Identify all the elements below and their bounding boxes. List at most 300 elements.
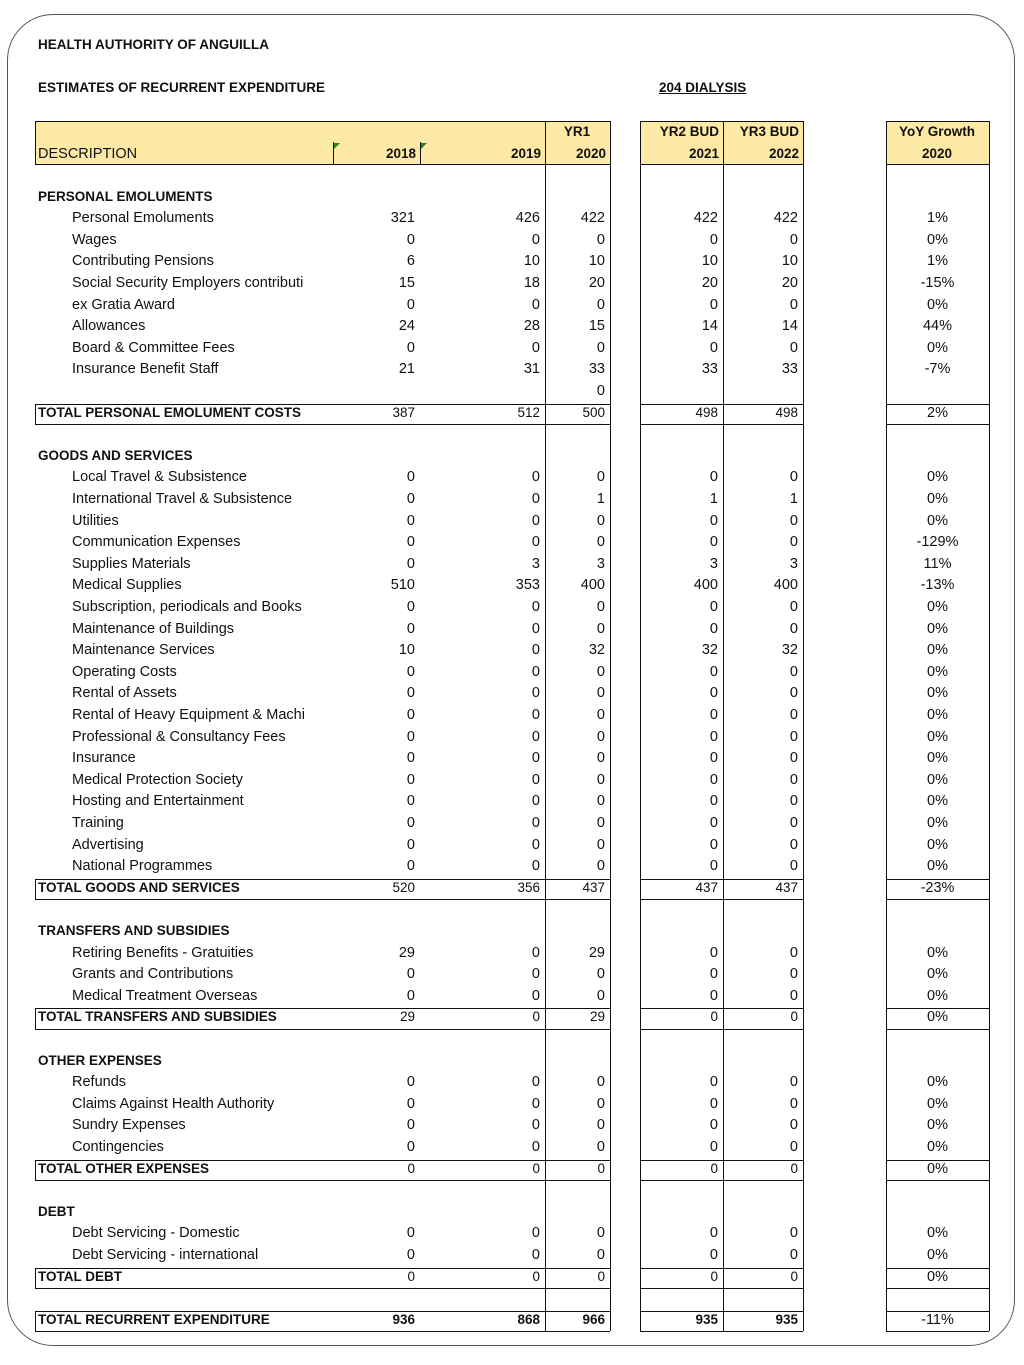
value-2022: 0	[790, 1009, 798, 1025]
line-item-label: Debt Servicing - Domestic	[72, 1225, 240, 1242]
header-divider	[333, 142, 334, 165]
value-2019: 0	[531, 728, 540, 745]
value-yoy-growth: 0%	[927, 966, 948, 983]
column-border	[610, 121, 611, 1331]
line-item-label: Wages	[72, 231, 117, 248]
value-2019: 0	[531, 231, 540, 248]
line-item-label: Communication Expenses	[72, 534, 241, 551]
value-yoy-growth: -23%	[920, 879, 955, 896]
total-row-label: TOTAL OTHER EXPENSES	[38, 1160, 210, 1176]
value-2020: 0	[596, 534, 605, 551]
value-2021: 498	[695, 404, 718, 420]
column-header-yoy-year: 2020	[921, 146, 953, 161]
value-2022: 0	[790, 1268, 798, 1284]
header-bottom-border	[886, 164, 989, 165]
value-yoy-growth: 0%	[927, 642, 948, 659]
value-2022: 0	[789, 707, 798, 723]
value-2020: 0	[596, 815, 605, 831]
value-2018: 29	[398, 944, 415, 961]
total-row-top-border	[640, 879, 803, 880]
total-row-label: TOTAL RECURRENT EXPENDITURE	[38, 1311, 270, 1327]
value-2021: 437	[695, 879, 718, 895]
line-item-label: Maintenance of Buildings	[72, 620, 235, 637]
value-2022: 0	[789, 685, 798, 702]
header-top-border	[640, 121, 803, 122]
column-header-yr2-bud: YR2 BUD	[659, 124, 719, 139]
value-2020: 400	[580, 577, 605, 594]
value-2020: 0	[596, 1095, 605, 1112]
value-2022: 0	[789, 858, 798, 875]
value-2019: 0	[531, 858, 540, 875]
value-2019: 31	[523, 361, 540, 378]
value-2018: 0	[406, 534, 415, 551]
value-2022: 32	[781, 642, 798, 659]
value-2019: 0	[531, 793, 540, 810]
value-2020: 0	[596, 685, 605, 702]
value-2019: 0	[531, 534, 540, 551]
value-2018: 0	[406, 339, 415, 356]
total-row-bottom-border	[640, 1331, 803, 1332]
value-2019: 28	[523, 318, 540, 335]
value-2020: 3	[596, 555, 605, 572]
value-2019: 0	[531, 771, 540, 788]
value-2018: 0	[406, 771, 415, 788]
value-2019: 0	[531, 685, 540, 702]
value-2020: 0	[596, 512, 605, 529]
value-2022: 422	[773, 210, 798, 227]
value-2021: 0	[709, 469, 718, 486]
value-yoy-growth: 0%	[927, 491, 948, 507]
total-row-left-border	[35, 1311, 36, 1332]
value-yoy-growth: 0%	[927, 750, 948, 767]
total-row-bottom-border	[886, 1029, 989, 1030]
value-2022: 400	[773, 577, 798, 594]
line-item-label: ex Gratia Award	[72, 296, 175, 313]
value-2021: 0	[709, 1095, 718, 1112]
value-2020: 0	[596, 966, 605, 983]
value-2021: 0	[709, 1139, 718, 1155]
value-2022: 0	[789, 231, 798, 248]
value-2018: 0	[406, 987, 415, 1004]
value-2020: 0	[596, 836, 605, 853]
line-item-label: Claims Against Health Authority	[72, 1095, 275, 1112]
value-2021: 0	[710, 1268, 718, 1284]
value-2022: 20	[781, 275, 798, 291]
total-row-top-border	[35, 1160, 610, 1161]
value-2019: 0	[531, 944, 540, 961]
total-row-top-border	[640, 404, 803, 405]
total-row-top-border	[640, 1311, 803, 1312]
value-2018: 0	[406, 1095, 415, 1112]
column-header-yr3-bud: YR3 BUD	[739, 124, 799, 139]
value-2020: 32	[588, 642, 605, 659]
value-2020: 29	[589, 1009, 605, 1025]
value-2019: 0	[531, 966, 540, 983]
value-2022: 0	[789, 296, 798, 313]
header-divider	[420, 142, 421, 165]
value-2020: 0	[596, 1074, 605, 1091]
value-yoy-growth: 0%	[927, 1009, 948, 1026]
value-2021: 0	[709, 707, 718, 723]
total-row-left-border	[35, 1008, 36, 1029]
column-header-yr1: YR1	[563, 124, 591, 139]
value-2021: 0	[709, 944, 718, 961]
value-2019: 0	[532, 1160, 540, 1176]
department-label: 204 DIALYSIS	[659, 80, 747, 95]
line-item-label: Social Security Employers contributi	[72, 275, 304, 291]
value-2019: 0	[531, 339, 540, 356]
value-2022: 0	[789, 469, 798, 486]
section-heading: OTHER EXPENSES	[38, 1052, 162, 1068]
value-2020: 0	[596, 750, 605, 767]
value-yoy-growth: 0%	[927, 1139, 948, 1155]
value-2022: 33	[781, 361, 798, 378]
value-yoy-growth: 0%	[927, 1268, 948, 1285]
line-item-label: Advertising	[72, 836, 144, 853]
value-yoy-growth: 0%	[927, 707, 948, 723]
value-2022: 0	[789, 599, 798, 615]
value-2022: 0	[789, 836, 798, 853]
section-heading: DEBT	[38, 1203, 75, 1219]
value-2018: 0	[406, 858, 415, 875]
value-yoy-growth: -11%	[921, 1311, 954, 1328]
value-2020: 0	[596, 728, 605, 745]
value-2020: 0	[596, 231, 605, 248]
header-bottom-border	[35, 164, 610, 165]
value-yoy-growth: 0%	[927, 1095, 948, 1112]
value-2020: 0	[596, 771, 605, 788]
value-2021: 0	[709, 815, 718, 831]
value-2018: 0	[406, 599, 415, 615]
value-yoy-growth: 0%	[927, 1117, 948, 1134]
value-2019: 0	[531, 599, 540, 615]
value-yoy-growth: 0%	[927, 728, 948, 745]
column-header-2022: 2022	[768, 146, 799, 161]
total-row-bottom-border	[35, 424, 610, 425]
cell-comment-marker	[334, 143, 340, 149]
total-row-top-border	[886, 879, 989, 880]
value-2019: 0	[531, 620, 540, 637]
line-item-label: Local Travel & Subsistence	[72, 469, 247, 486]
value-2020: 0	[596, 1247, 605, 1263]
value-2021: 0	[709, 793, 718, 810]
value-2019: 0	[531, 469, 540, 486]
value-yoy-growth: 0%	[927, 663, 948, 680]
column-header-yoy-growth: YoY Growth	[898, 124, 975, 139]
column-header-description: DESCRIPTION	[38, 146, 138, 162]
value-2020: 0	[596, 987, 605, 1004]
value-2022: 0	[789, 728, 798, 745]
value-2021: 10	[701, 253, 718, 270]
cell-comment-marker	[421, 143, 427, 149]
total-row-bottom-border	[886, 1288, 989, 1289]
value-2020: 0	[596, 707, 605, 723]
value-2022: 0	[790, 1160, 798, 1176]
line-item-label: Insurance Benefit Staff	[72, 361, 219, 378]
value-2018: 0	[407, 1268, 415, 1284]
value-2018: 10	[398, 642, 415, 659]
value-2019: 353	[515, 577, 540, 594]
value-2018: 0	[406, 231, 415, 248]
value-2019: 0	[532, 1268, 540, 1284]
value-2022: 0	[789, 534, 798, 551]
value-2020: 15	[588, 318, 605, 335]
value-2019: 0	[531, 836, 540, 853]
line-item-label: Refunds	[72, 1074, 127, 1091]
value-yoy-growth: -15%	[920, 275, 955, 291]
total-row-bottom-border	[886, 424, 989, 425]
value-yoy-growth: 0%	[927, 339, 948, 356]
section-heading: TRANSFERS AND SUBSIDIES	[38, 923, 230, 938]
value-2019: 356	[517, 879, 540, 895]
column-header-2019: 2019	[510, 146, 541, 161]
value-2018: 0	[406, 296, 415, 313]
value-2019: 0	[531, 1225, 540, 1242]
column-header-2021: 2021	[688, 146, 719, 161]
value-2020: 0	[596, 663, 605, 680]
line-item-label: Training	[72, 815, 124, 831]
value-2019: 868	[517, 1311, 540, 1327]
value-yoy-growth: 0%	[927, 858, 948, 875]
total-row-top-border	[640, 1008, 803, 1009]
value-2022: 0	[789, 339, 798, 356]
header-bottom-border	[640, 164, 803, 165]
section-heading: GOODS AND SERVICES	[38, 447, 193, 463]
value-2018: 0	[406, 620, 415, 637]
value-2021: 0	[709, 296, 718, 313]
line-item-label: Personal Emoluments	[72, 210, 214, 227]
value-2022: 0	[789, 1074, 798, 1091]
line-item-label: Sundry Expenses	[72, 1117, 186, 1134]
header-left-border	[35, 121, 36, 165]
line-item-label: Medical Supplies	[72, 577, 182, 594]
header-top-border	[35, 121, 610, 122]
total-row-label: TOTAL PERSONAL EMOLUMENT COSTS	[38, 404, 302, 420]
value-2018: 0	[406, 1139, 415, 1155]
value-2019: 0	[531, 1247, 540, 1263]
value-2021: 0	[709, 1225, 718, 1242]
line-item-label: Contributing Pensions	[72, 253, 214, 270]
value-2021: 1	[709, 491, 718, 507]
value-2018: 0	[406, 663, 415, 680]
value-2022: 0	[789, 1247, 798, 1263]
total-row-bottom-border	[640, 1180, 803, 1181]
total-row-label: TOTAL TRANSFERS AND SUBSIDIES	[38, 1009, 277, 1025]
value-2020: 422	[580, 210, 605, 227]
value-2020: 0	[596, 339, 605, 356]
value-2019: 0	[532, 1009, 540, 1025]
value-2019: 0	[531, 987, 540, 1004]
total-row-left-border	[35, 879, 36, 900]
value-2022: 0	[789, 1095, 798, 1112]
value-2020: 0	[596, 858, 605, 875]
total-row-bottom-border	[640, 899, 803, 900]
value-2021: 32	[701, 642, 718, 659]
value-2020: 0	[596, 1117, 605, 1134]
value-2020: 20	[588, 275, 605, 291]
value-2022: 0	[789, 750, 798, 767]
value-2019: 0	[531, 1117, 540, 1134]
value-2020: 437	[582, 879, 605, 895]
value-2018: 0	[406, 815, 415, 831]
value-2022: 0	[789, 663, 798, 680]
column-header-2018: 2018	[385, 146, 416, 161]
value-2021: 14	[701, 318, 718, 335]
value-yoy-growth: 0%	[927, 620, 948, 637]
value-2021: 0	[709, 231, 718, 248]
value-2019: 0	[531, 707, 540, 723]
line-item-label: Rental of Assets	[72, 685, 177, 702]
value-2019: 10	[523, 253, 540, 270]
line-item-label: Insurance	[72, 750, 136, 767]
line-item-label: Operating Costs	[72, 663, 177, 680]
value-2022: 14	[781, 318, 798, 335]
value-2018: 0	[406, 1117, 415, 1134]
value-yoy-growth: 0%	[927, 685, 948, 702]
value-2021: 0	[709, 1247, 718, 1263]
total-row-bottom-border	[35, 1331, 610, 1332]
value-2020: 0	[596, 620, 605, 637]
column-border	[989, 121, 990, 1331]
value-yoy-growth: 0%	[927, 793, 948, 810]
value-2021: 0	[710, 1160, 718, 1176]
value-2020: 0	[596, 1225, 605, 1242]
total-row-bottom-border	[35, 1288, 610, 1289]
column-header-2020: 2020	[575, 146, 606, 161]
value-2021: 0	[709, 620, 718, 637]
total-row-bottom-border	[886, 1180, 989, 1181]
total-row-left-border	[35, 404, 36, 425]
value-2019: 0	[531, 1074, 540, 1091]
value-2020: 0	[596, 383, 605, 399]
value-yoy-growth: 0%	[927, 836, 948, 853]
organization-title: HEALTH AUTHORITY OF ANGUILLA	[38, 37, 269, 52]
line-item-label: Maintenance Services	[72, 642, 215, 659]
value-2021: 0	[709, 1117, 718, 1134]
column-border	[803, 121, 804, 1331]
value-2019: 0	[531, 750, 540, 767]
value-2018: 0	[407, 1160, 415, 1176]
value-yoy-growth: 0%	[927, 987, 948, 1004]
value-2020: 1	[596, 491, 605, 507]
value-2020: 0	[596, 1139, 605, 1155]
value-2018: 0	[406, 750, 415, 767]
value-2021: 935	[695, 1311, 718, 1327]
line-item-label: Utilities	[72, 512, 119, 529]
value-2022: 437	[775, 879, 798, 895]
value-2019: 0	[531, 512, 540, 529]
value-yoy-growth: 0%	[927, 944, 948, 961]
value-2021: 0	[709, 771, 718, 788]
value-2020: 500	[582, 404, 605, 420]
value-2021: 0	[709, 966, 718, 983]
value-2022: 498	[775, 404, 798, 420]
value-2022: 0	[789, 815, 798, 831]
value-2019: 0	[531, 815, 540, 831]
value-2019: 18	[523, 275, 540, 291]
total-row-top-border	[35, 879, 610, 880]
value-2018: 0	[406, 836, 415, 853]
value-yoy-growth: 0%	[927, 1074, 948, 1091]
value-2018: 520	[392, 879, 415, 895]
value-2021: 400	[693, 577, 718, 594]
value-2022: 0	[789, 1139, 798, 1155]
total-row-bottom-border	[886, 1331, 989, 1332]
value-2022: 0	[789, 987, 798, 1004]
value-2022: 0	[789, 620, 798, 637]
value-2018: 0	[406, 685, 415, 702]
report-title: ESTIMATES OF RECURRENT EXPENDITURE	[38, 80, 326, 95]
column-border	[545, 121, 546, 1331]
line-item-label: Debt Servicing - international	[72, 1247, 259, 1263]
value-2022: 0	[789, 512, 798, 529]
value-2019: 512	[517, 404, 540, 420]
value-2022: 0	[789, 771, 798, 788]
value-2019: 0	[531, 296, 540, 313]
value-2018: 0	[406, 469, 415, 486]
total-row-bottom-border	[35, 1029, 610, 1030]
value-yoy-growth: 1%	[927, 210, 948, 227]
value-yoy-growth: 0%	[927, 771, 948, 788]
total-row-bottom-border	[886, 899, 989, 900]
total-row-top-border	[886, 404, 989, 405]
value-yoy-growth: 11%	[923, 555, 952, 572]
value-2018: 0	[406, 491, 415, 507]
line-item-label: Retiring Benefits - Gratuities	[72, 944, 254, 961]
value-2021: 0	[710, 1009, 718, 1025]
value-2020: 29	[588, 944, 605, 961]
header-top-border	[886, 121, 989, 122]
value-2021: 33	[701, 361, 718, 378]
value-2022: 0	[789, 793, 798, 810]
value-yoy-growth: -13%	[920, 577, 955, 594]
value-2021: 0	[709, 663, 718, 680]
value-2022: 10	[781, 253, 798, 270]
value-2022: 3	[789, 555, 798, 572]
value-2022: 0	[789, 1225, 798, 1242]
value-2020: 0	[596, 469, 605, 486]
total-row-bottom-border	[640, 1288, 803, 1289]
total-row-label: TOTAL GOODS AND SERVICES	[38, 879, 240, 895]
value-2019: 0	[531, 663, 540, 680]
value-yoy-growth: 0%	[927, 1247, 948, 1263]
value-2021: 0	[709, 987, 718, 1004]
value-2019: 0	[531, 1095, 540, 1112]
value-2018: 0	[406, 966, 415, 983]
value-2018: 0	[406, 793, 415, 810]
total-row-top-border	[886, 1268, 989, 1269]
value-yoy-growth: 1%	[927, 253, 948, 270]
value-2019: 426	[515, 210, 540, 227]
line-item-label: National Programmes	[72, 858, 213, 875]
value-yoy-growth: 2%	[927, 404, 948, 421]
line-item-label: Medical Protection Society	[72, 771, 243, 788]
total-row-top-border	[35, 1268, 610, 1269]
value-2020: 0	[597, 1268, 605, 1284]
value-2018: 0	[406, 1074, 415, 1091]
value-yoy-growth: 0%	[927, 296, 948, 313]
value-2021: 0	[709, 836, 718, 853]
total-row-top-border	[640, 1268, 803, 1269]
value-2022: 0	[789, 1117, 798, 1134]
value-2020: 966	[582, 1311, 605, 1327]
total-row-bottom-border	[640, 1029, 803, 1030]
value-yoy-growth: 0%	[927, 1160, 948, 1177]
value-2021: 20	[701, 275, 718, 291]
value-2020: 0	[596, 599, 605, 615]
value-yoy-growth: 0%	[927, 512, 948, 529]
value-yoy-growth: 0%	[927, 469, 948, 486]
